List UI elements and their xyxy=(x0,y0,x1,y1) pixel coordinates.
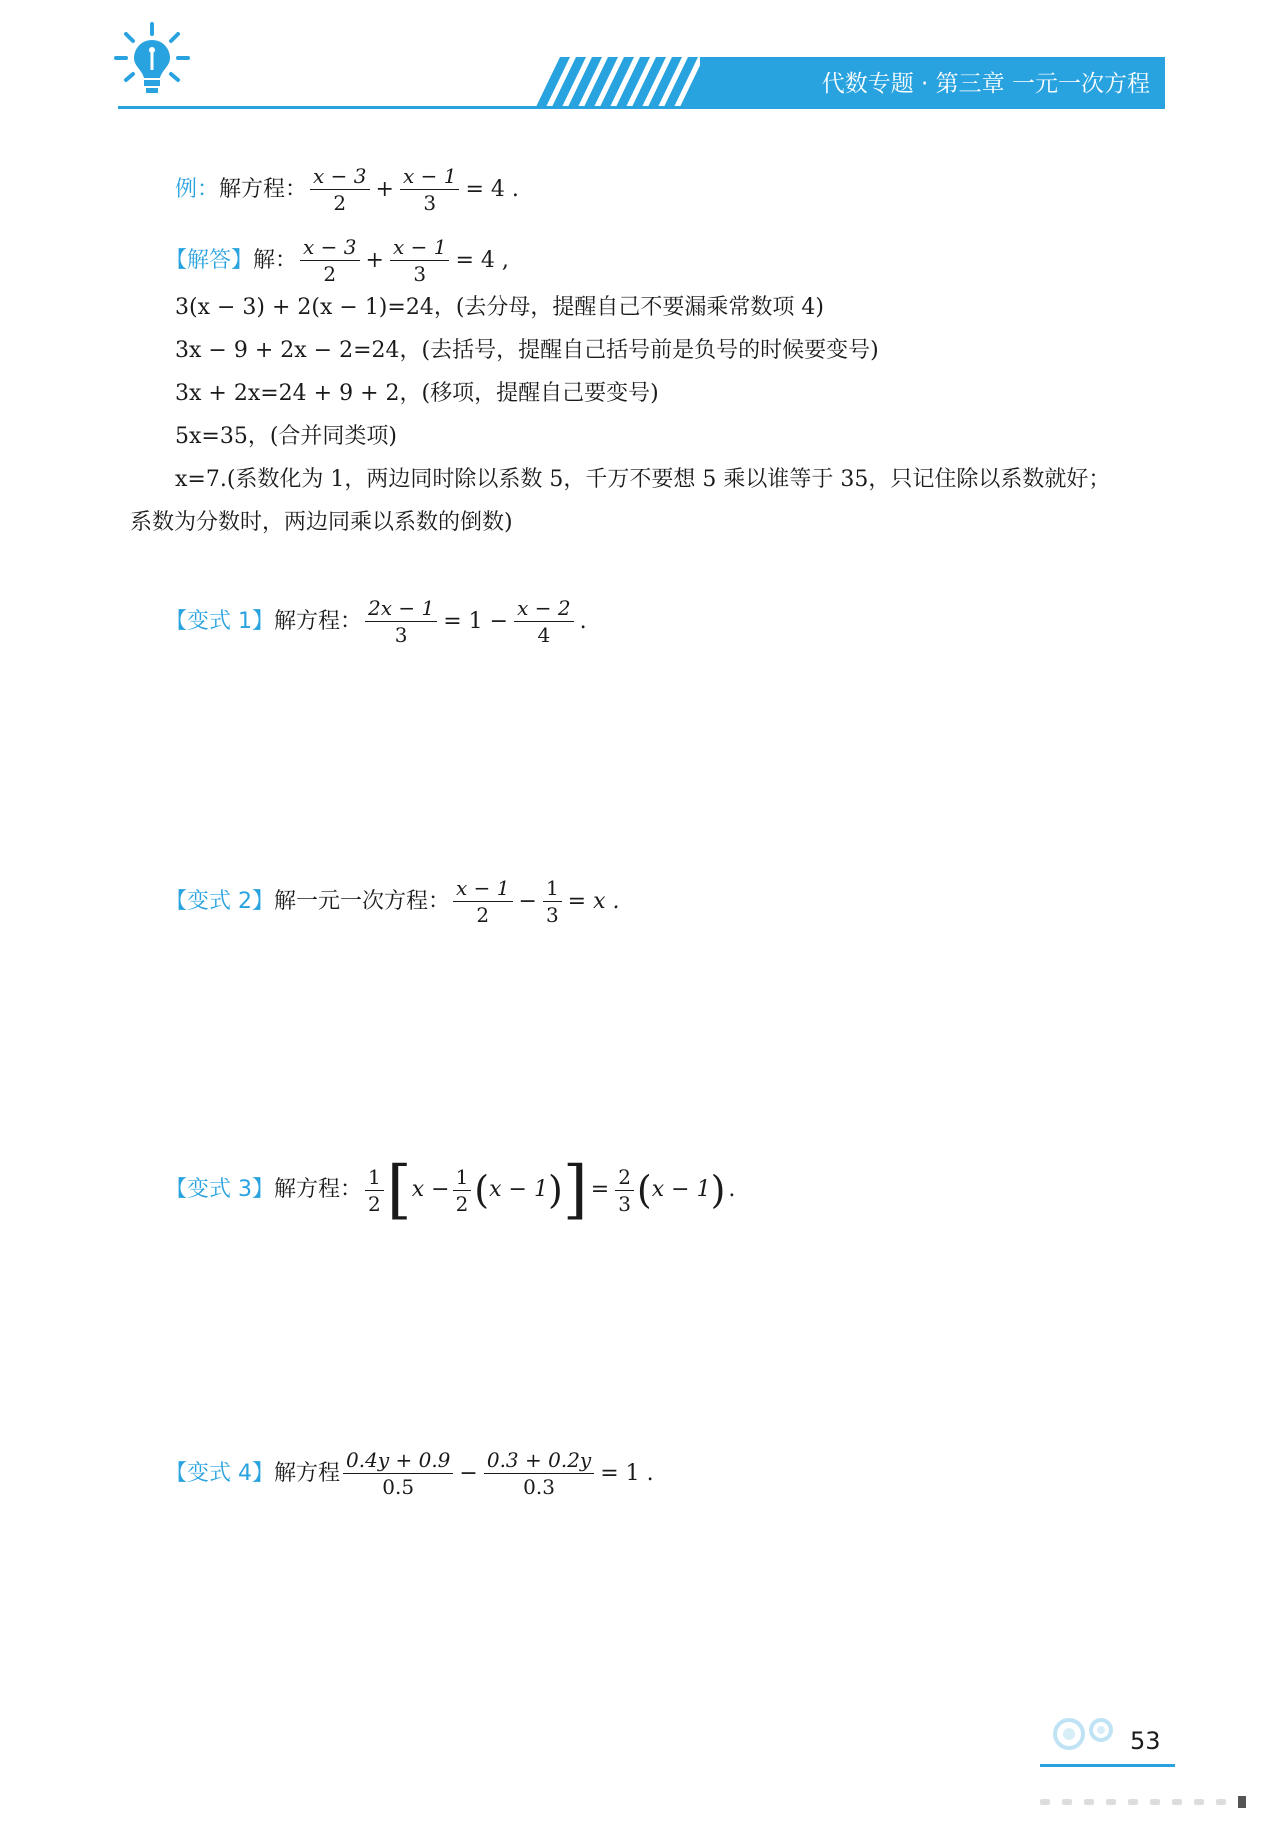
fraction-denominator: 0.3 xyxy=(523,1475,555,1499)
fraction xyxy=(484,1447,594,1500)
fraction-denominator: 3 xyxy=(618,1191,631,1216)
fraction-numerator: 0.4y + 0.9 xyxy=(343,1447,453,1474)
variant-3 xyxy=(165,1153,738,1227)
solution-step-4 xyxy=(175,422,397,452)
variant-prompt: 解方程 xyxy=(274,1460,341,1486)
gear-decoration-icon xyxy=(1045,1708,1125,1760)
equation-end: . xyxy=(728,1177,736,1202)
final-note: (系数化为 1，两边同时除以系数 5，千万不要想 5 乘以谁等于 35，只记住除以系数就好； xyxy=(226,467,1111,492)
step-note: (移项，提醒自己要变号) xyxy=(421,381,659,406)
solution-fraction-1 xyxy=(300,234,359,287)
fraction xyxy=(365,595,437,648)
fraction-numerator: x − 1 xyxy=(390,234,449,261)
fraction-numerator: x − 1 xyxy=(400,163,459,190)
variant-label: 【变式 2】 xyxy=(165,888,274,914)
right-paren: ) xyxy=(547,1168,563,1212)
fraction xyxy=(453,875,512,928)
inner-x: x − xyxy=(411,1177,450,1202)
fraction-denominator: 3 xyxy=(394,623,408,647)
step-math: 3(x − 3) + 2(x − 1)=24， xyxy=(175,295,456,320)
plus-sign: + xyxy=(375,176,394,202)
fraction-denominator: 2 xyxy=(368,1191,381,1216)
fraction-denominator: 2 xyxy=(455,1191,469,1216)
left-paren: ( xyxy=(474,1168,490,1212)
rhs-paren-expression: x − 1 xyxy=(651,1177,711,1202)
solution-lead: 解： xyxy=(253,247,298,273)
variant-prompt: 解方程： xyxy=(274,1177,363,1202)
left-paren: ( xyxy=(636,1168,652,1212)
step-note: (去括号，提醒自己括号前是负号的时候要变号) xyxy=(421,338,879,363)
footer-rule xyxy=(1040,1764,1175,1767)
variant-label: 【变式 1】 xyxy=(165,608,274,634)
equation-end: = x . xyxy=(567,888,620,914)
step-math: 3x − 9 + 2x − 2=24， xyxy=(175,338,422,363)
equation-end: . xyxy=(579,608,587,634)
fraction-numerator: x − 3 xyxy=(310,163,369,190)
example-fraction-1 xyxy=(310,163,369,216)
equation-middle: = 1 − xyxy=(443,608,509,634)
equation-middle: − xyxy=(518,888,537,914)
step-note: (合并同类项) xyxy=(269,424,398,449)
fraction-numerator: 2x − 1 xyxy=(365,595,437,622)
equals-sign: = xyxy=(590,1177,610,1202)
example-rhs: = 4 . xyxy=(465,176,519,202)
right-bracket: ] xyxy=(562,1153,588,1227)
equation-middle: − xyxy=(459,1460,478,1486)
chapter-title: 代数专题 · 第三章 一元一次方程 xyxy=(821,71,1150,97)
fraction-numerator: 1 xyxy=(453,1164,472,1191)
equation-end: = 1 . xyxy=(600,1460,654,1486)
variant-1 xyxy=(165,595,590,648)
variant-4 xyxy=(165,1447,657,1500)
fraction-denominator: 3 xyxy=(545,903,559,927)
fraction-denominator: 2 xyxy=(476,903,490,927)
fraction xyxy=(343,1447,453,1500)
example-fraction-2 xyxy=(400,163,459,216)
solution-step-2 xyxy=(175,336,879,366)
fraction xyxy=(543,875,562,928)
fraction-numerator: 0.3 + 0.2y xyxy=(484,1447,594,1474)
variant-prompt: 解方程： xyxy=(274,608,363,634)
left-bracket: [ xyxy=(386,1153,412,1227)
fraction-numerator: x − 2 xyxy=(514,595,573,622)
variant-label: 【变式 3】 xyxy=(165,1177,274,1202)
fraction-denominator: 3 xyxy=(423,191,437,215)
fraction-denominator: 3 xyxy=(413,262,427,286)
fraction-denominator: 2 xyxy=(323,262,337,286)
fraction xyxy=(514,595,573,648)
lightbulb-logo-icon xyxy=(112,20,192,100)
step-math: 5x=35， xyxy=(175,424,270,449)
fraction xyxy=(365,1164,384,1217)
example-line xyxy=(175,163,522,216)
page-scrollbar-indicator[interactable] xyxy=(1040,1796,1260,1808)
example-prompt: 解方程： xyxy=(219,176,308,202)
solution-final-line xyxy=(175,465,1110,495)
final-note-continued: 系数为分数时，两边同乘以系数的倒数) xyxy=(130,510,513,535)
step-note: (去分母，提醒自己不要漏乘常数项 4) xyxy=(455,295,824,320)
fraction-denominator: 4 xyxy=(537,623,551,647)
fraction-numerator: 2 xyxy=(615,1164,634,1191)
solution-rhs: = 4 , xyxy=(455,247,509,273)
inner-paren-expression: x − 1 xyxy=(489,1177,548,1202)
page-number: 53 xyxy=(1130,1727,1161,1755)
solution-final-line-2 xyxy=(130,508,513,538)
fraction xyxy=(615,1164,634,1217)
step-math: 3x + 2x=24 + 9 + 2， xyxy=(175,381,422,406)
fraction-numerator: x − 3 xyxy=(300,234,359,261)
fraction-numerator: 1 xyxy=(365,1164,384,1191)
plus-sign: + xyxy=(365,247,384,273)
fraction-numerator: 1 xyxy=(543,875,562,902)
header-rule xyxy=(118,106,710,109)
solution-fraction-2 xyxy=(390,234,449,287)
fraction xyxy=(453,1164,472,1217)
variant-2 xyxy=(165,875,623,928)
solution-header-line xyxy=(165,234,512,287)
header-stripes-decoration xyxy=(515,57,705,109)
fraction-denominator: 0.5 xyxy=(382,1475,415,1499)
solution-step-1 xyxy=(175,293,824,323)
solution-label: 【解答】 xyxy=(165,247,254,273)
fraction-denominator: 2 xyxy=(333,191,347,215)
right-paren: ) xyxy=(710,1168,726,1212)
solution-step-3 xyxy=(175,379,659,409)
final-math: x=7. xyxy=(175,467,227,492)
variant-prompt: 解一元一次方程： xyxy=(274,888,451,914)
fraction-numerator: x − 1 xyxy=(453,875,512,902)
variant-label: 【变式 4】 xyxy=(165,1460,274,1486)
example-label: 例： xyxy=(175,176,220,202)
